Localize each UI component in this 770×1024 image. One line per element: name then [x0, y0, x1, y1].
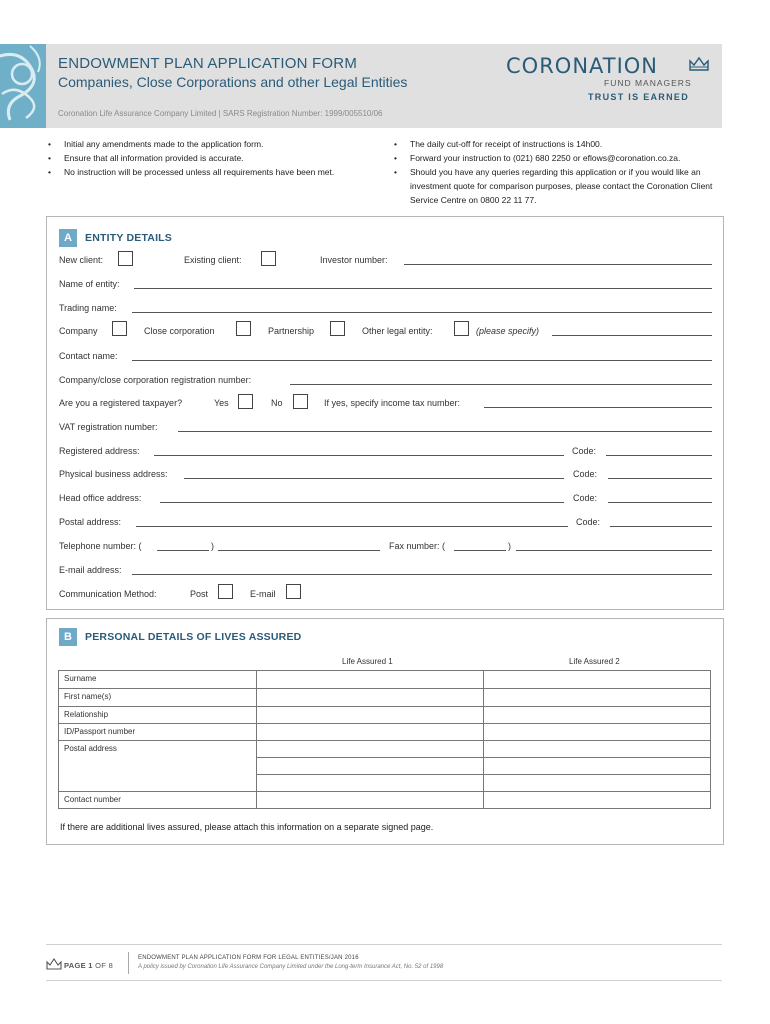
registration-number-field[interactable] — [290, 384, 712, 385]
instruction-item: • Ensure that all information provided is accurate. — [46, 151, 346, 165]
brand-subtitle: FUND MANAGERS — [604, 78, 692, 88]
other-entity-checkbox[interactable] — [454, 321, 469, 336]
row-label-surname: Surname — [59, 671, 257, 689]
income-tax-label: If yes, specify income tax number: — [324, 398, 461, 408]
registered-address-field[interactable] — [154, 455, 564, 456]
head-office-address-label: Head office address: — [59, 493, 142, 503]
instruction-item: • Should you have any queries regarding this application or if you would like an investment quote for comparison purposes, please contact the Coronation Client Service Centre on 0800 22 11 77. — [392, 165, 727, 207]
physical-code-field[interactable] — [608, 478, 712, 479]
instruction-item: • Forward your instruction to (021) 680 2250 or eflows@coronation.co.za. — [392, 151, 727, 165]
taxpayer-no-checkbox[interactable] — [293, 394, 308, 409]
life-assured-2-header: Life Assured 2 — [569, 657, 620, 666]
contact-name-field[interactable] — [132, 360, 712, 361]
section-b-title: PERSONAL DETAILS OF LIVES ASSURED — [85, 631, 302, 643]
taxpayer-yes-label: Yes — [214, 398, 229, 408]
contact-number-life-1-cell[interactable] — [257, 792, 484, 809]
instructions-left — [46, 137, 346, 179]
other-entity-field[interactable] — [552, 335, 712, 336]
physical-address-label: Physical business address: — [59, 469, 168, 479]
id-passport-life-1-cell[interactable] — [257, 724, 484, 741]
first-names-life-1-cell[interactable] — [257, 689, 484, 707]
fax-paren: ) — [508, 541, 511, 551]
footer-top-divider — [46, 944, 722, 945]
registration-text: Coronation Life Assurance Company Limited | SARS Registration Number: 1999/005510/06 — [58, 109, 383, 118]
form-subtitle: Companies, Close Corporations and other Legal Entities — [58, 74, 408, 90]
instruction-item: • No instruction will be processed unless all requirements have been met. — [46, 165, 346, 179]
registered-code-label: Code: — [572, 446, 597, 456]
investor-number-label: Investor number: — [320, 255, 388, 265]
head-office-address-field[interactable] — [160, 502, 564, 503]
taxpayer-yes-checkbox[interactable] — [238, 394, 253, 409]
taxpayer-no-label: No — [271, 398, 283, 408]
section-a-title: ENTITY DETAILS — [85, 232, 172, 244]
postal-address-life-2-cell[interactable] — [484, 758, 711, 775]
table-row — [59, 689, 711, 707]
footer-policy-note: A policy issued by Coronation Life Assurance Company Limited under the Long-term Insurance Act, No. 52 of 1998 — [138, 964, 444, 970]
page-label: PAGE — [64, 961, 86, 970]
crown-icon — [688, 55, 710, 73]
telephone-paren: ) — [211, 541, 214, 551]
instruction-item: • The daily cut-off for receipt of instructions is 14h00. — [392, 137, 727, 151]
additional-lives-note: If there are additional lives assured, please attach this information on a separate signed page. — [60, 822, 434, 832]
postal-address-life-1-cell[interactable] — [257, 758, 484, 775]
communication-post-checkbox[interactable] — [218, 584, 233, 599]
fax-number-field[interactable] — [516, 550, 712, 551]
footer-document-title: ENDOWMENT PLAN APPLICATION FORM FOR LEGAL ENTITIES/JAN 2016 — [138, 955, 359, 961]
fax-label: Fax number: ( — [389, 541, 446, 551]
page-number: 1 — [88, 961, 93, 970]
page-total: 8 — [108, 961, 114, 970]
postal-code-label: Code: — [576, 517, 601, 527]
postal-address-life-2-cell[interactable] — [484, 741, 711, 758]
fax-area-code-field[interactable] — [454, 550, 506, 551]
postal-address-field[interactable] — [136, 526, 568, 527]
lives-assured-table — [58, 670, 711, 809]
head-office-code-field[interactable] — [608, 502, 712, 503]
form-title: ENDOWMENT PLAN APPLICATION FORM — [58, 55, 358, 72]
of-label: OF — [95, 961, 107, 970]
postal-address-life-2-cell[interactable] — [484, 775, 711, 792]
table-row — [59, 741, 711, 758]
close-corporation-label: Close corporation — [144, 326, 215, 336]
email-field[interactable] — [132, 574, 712, 575]
row-label-relationship: Relationship — [59, 707, 257, 724]
partnership-label: Partnership — [268, 326, 315, 336]
communication-email-checkbox[interactable] — [286, 584, 301, 599]
email-label: E-mail address: — [59, 565, 122, 575]
entity-name-field[interactable] — [134, 288, 712, 289]
vat-number-field[interactable] — [178, 431, 712, 432]
brand-tagline: TRUST IS EARNED — [588, 92, 690, 102]
other-entity-label: Other legal entity: — [362, 326, 433, 336]
section-b-letter: B — [59, 628, 77, 646]
please-specify-label: (please specify) — [476, 326, 540, 336]
life-assured-1-header: Life Assured 1 — [342, 657, 393, 666]
page-indicator — [64, 961, 113, 970]
crown-icon — [46, 958, 62, 970]
table-row — [59, 792, 711, 809]
first-names-life-2-cell[interactable] — [484, 689, 711, 707]
table-row — [59, 724, 711, 741]
new-client-label: New client: — [59, 255, 104, 265]
section-a-letter: A — [59, 229, 77, 247]
communication-method-label: Communication Method: — [59, 589, 157, 599]
registered-code-field[interactable] — [606, 455, 712, 456]
registered-address-label: Registered address: — [59, 446, 140, 456]
new-client-checkbox[interactable] — [118, 251, 133, 266]
company-checkbox[interactable] — [112, 321, 127, 336]
physical-address-field[interactable] — [184, 478, 564, 479]
surname-life-2-cell[interactable] — [484, 671, 711, 689]
postal-address-label: Postal address: — [59, 517, 122, 527]
row-label-id-passport: ID/Passport number — [59, 724, 257, 741]
contact-name-label: Contact name: — [59, 351, 118, 361]
instruction-item: • Initial any amendments made to the application form. — [46, 137, 346, 151]
registration-number-label: Company/close corporation registration number: — [59, 375, 252, 385]
communication-post-label: Post — [190, 589, 209, 599]
income-tax-field[interactable] — [484, 407, 712, 408]
decorative-logo-pattern — [0, 44, 46, 128]
footer-bottom-divider — [46, 980, 722, 981]
taxpayer-label: Are you a registered taxpayer? — [59, 398, 183, 408]
id-passport-life-2-cell[interactable] — [484, 724, 711, 741]
close-corporation-checkbox[interactable] — [236, 321, 251, 336]
row-label-first-names: First name(s) — [59, 689, 257, 707]
contact-number-life-2-cell[interactable] — [484, 792, 711, 809]
investor-number-field[interactable] — [404, 264, 712, 265]
section-b-header — [59, 628, 301, 646]
existing-client-label: Existing client: — [184, 255, 242, 265]
section-a-header — [59, 229, 172, 247]
vat-number-label: VAT registration number: — [59, 422, 158, 432]
head-office-code-label: Code: — [573, 493, 598, 503]
company-label: Company — [59, 326, 98, 336]
existing-client-checkbox[interactable] — [261, 251, 276, 266]
telephone-label: Telephone number: ( — [59, 541, 142, 551]
row-label-postal-address: Postal address — [59, 741, 257, 792]
postal-address-life-1-cell[interactable] — [257, 775, 484, 792]
relationship-life-2-cell[interactable] — [484, 707, 711, 724]
trading-name-label: Trading name: — [59, 303, 117, 313]
postal-code-field[interactable] — [610, 526, 712, 527]
brand-name: CORONATION — [506, 54, 659, 78]
telephone-area-code-field[interactable] — [157, 550, 209, 551]
trading-name-field[interactable] — [132, 312, 712, 313]
footer-separator — [128, 952, 129, 974]
relationship-life-1-cell[interactable] — [257, 707, 484, 724]
partnership-checkbox[interactable] — [330, 321, 345, 336]
table-row — [59, 671, 711, 689]
instructions-right — [392, 137, 727, 207]
entity-name-label: Name of entity: — [59, 279, 120, 289]
physical-code-label: Code: — [573, 469, 598, 479]
table-row — [59, 707, 711, 724]
row-label-contact-number: Contact number — [59, 792, 257, 809]
postal-address-life-1-cell[interactable] — [257, 741, 484, 758]
telephone-number-field[interactable] — [218, 550, 380, 551]
surname-life-1-cell[interactable] — [257, 671, 484, 689]
communication-email-label: E-mail — [250, 589, 276, 599]
